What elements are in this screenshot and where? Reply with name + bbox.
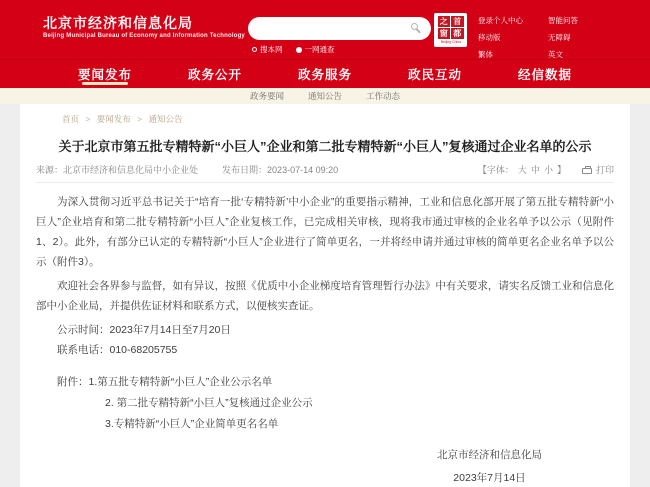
site-header <box>0 0 650 59</box>
font-size-medium-button[interactable]: 中 <box>530 165 540 175</box>
header-quick-links <box>478 15 578 60</box>
link-english[interactable]: 英文 <box>548 50 563 59</box>
nav-item-label: 要闻发布 <box>77 68 132 82</box>
search-input[interactable] <box>260 17 405 40</box>
nav-item-label: 政务公开 <box>187 68 242 82</box>
radio-dot-icon <box>296 47 302 53</box>
seal-characters <box>438 16 464 39</box>
radio-ring-icon <box>252 47 257 52</box>
nav-item-label: 政民互动 <box>407 68 462 82</box>
font-size-large-button[interactable]: 大 <box>517 165 527 175</box>
radio-label: 搜本网 <box>260 45 283 54</box>
nav-item-industry-data[interactable] <box>490 60 600 88</box>
meta-divider <box>36 182 614 183</box>
publish-date-label: 发布日期： <box>222 165 268 175</box>
font-size-small-button[interactable]: 小 <box>543 165 553 175</box>
link-smart-qa[interactable]: 智能问答 <box>548 16 578 25</box>
print-button[interactable] <box>582 163 614 176</box>
paragraph: 为深入贯彻习近平总书记关于“培育一批‘专精特新’中小企业”的重要指示精神，工业和信息化部开展了第五批专精特新“小巨人”企业培育和第二批专精特新“小巨人”企业复核工作，已完成相关审核，现将我市通过审核的企业名单予以公示（见附件1、2）。此外，有部分已认定的专精特新“小巨人”企业进行了简单更名，一并将经申请并通过审核的简单更名企业名单予以公示（附件3）。 <box>36 196 614 268</box>
site-title: 北京市经济和信息化局 <box>43 15 193 31</box>
breadcrumb-notices[interactable]: 通知公告 <box>148 114 183 124</box>
nav-item-news-release[interactable] <box>50 60 160 88</box>
notice-period-line: 公示时间：2023年7月14日至7月20日 <box>57 324 231 336</box>
attachment-link-1[interactable]: 1.第五批专精特新“小巨人”企业公示名单 <box>88 376 273 388</box>
article-meta-right <box>478 163 614 176</box>
radio-one-net-search[interactable] <box>296 44 335 55</box>
sub-nav <box>0 88 650 104</box>
breadcrumb-home[interactable]: 首页 <box>62 114 80 124</box>
link-login-personal-center[interactable]: 登录个人中心 <box>478 16 523 25</box>
breadcrumb <box>20 104 630 125</box>
search-icon[interactable] <box>411 23 418 30</box>
attachment-link-3[interactable]: 3.专精特新“小巨人”企业简单更名名单 <box>105 418 279 430</box>
link-traditional-chinese[interactable]: 繁体 <box>478 50 493 59</box>
seal-char: 窗 <box>438 28 451 39</box>
attachments-label: 附件： <box>57 376 89 388</box>
nav-item-gov-disclosure[interactable] <box>160 60 270 88</box>
link-mobile-version[interactable]: 移动版 <box>478 33 501 42</box>
article-meta <box>36 163 614 176</box>
seal-char: 首 <box>451 16 464 27</box>
signature-date: 2023年7月14日 <box>453 472 526 484</box>
nav-item-public-interaction[interactable] <box>380 60 490 88</box>
radio-label: 一网通查 <box>304 45 335 54</box>
nav-item-gov-services[interactable] <box>270 60 380 88</box>
printer-icon <box>582 168 592 174</box>
breadcrumb-separator: > <box>85 114 91 124</box>
seal-caption: Beijing·China <box>440 39 461 44</box>
search-scope-options <box>252 44 335 55</box>
content-card <box>20 104 630 487</box>
subnav-item-gov-news[interactable]: 政务要闻 <box>249 91 284 101</box>
capital-window-seal-logo[interactable] <box>434 13 467 47</box>
breadcrumb-separator: > <box>137 114 143 124</box>
contact-phone-line: 联系电话：010-68205755 <box>57 344 178 356</box>
breadcrumb-news-release[interactable]: 要闻发布 <box>96 114 131 124</box>
publish-date-value: 2023-07-14 09:20 <box>267 164 339 175</box>
print-label: 打印 <box>595 165 614 175</box>
seal-char: 之 <box>438 16 451 27</box>
search-box <box>248 17 431 40</box>
font-controls-suffix: 】 <box>556 165 566 175</box>
subnav-item-work-updates[interactable]: 工作动态 <box>366 91 401 101</box>
font-controls-prefix: 【字体： <box>477 165 514 175</box>
source-value: 北京市经济和信息化局中小企业处 <box>63 165 199 175</box>
attachments-section <box>36 372 614 435</box>
signature-org: 北京市经济和信息化局 <box>437 449 542 461</box>
article-meta-left <box>36 163 338 176</box>
subnav-item-notices[interactable]: 通知公告 <box>307 91 342 101</box>
main-nav <box>0 59 650 88</box>
link-accessibility[interactable]: 无障碍 <box>548 33 571 42</box>
nav-item-label: 经信数据 <box>517 68 572 82</box>
source-label: 来源： <box>36 165 64 175</box>
article-title: 关于北京市第五批专精特新“小巨人”企业和第二批专精特新“小巨人”复核通过企业名单的公示 <box>58 139 592 154</box>
attachment-link-2[interactable]: 2. 第二批专精特新“小巨人”复核通过企业公示 <box>105 397 313 409</box>
signature-block <box>437 447 542 487</box>
seal-char: 都 <box>451 28 464 39</box>
paragraph: 欢迎社会各界参与监督，如有异议，按照《优质中小企业梯度培育管理暂行办法》中有关要求，请实名反馈工业和信息化部中小企业局，并提供佐证材料和联系方式，以便核实查证。 <box>36 280 614 312</box>
site-title-english: Beijing Municipal Bureau of Economy and Information Technology <box>43 33 245 39</box>
article-body <box>36 192 614 360</box>
font-size-controls <box>478 163 566 176</box>
nav-item-label: 政务服务 <box>297 68 352 82</box>
radio-search-this-site[interactable] <box>252 44 283 55</box>
